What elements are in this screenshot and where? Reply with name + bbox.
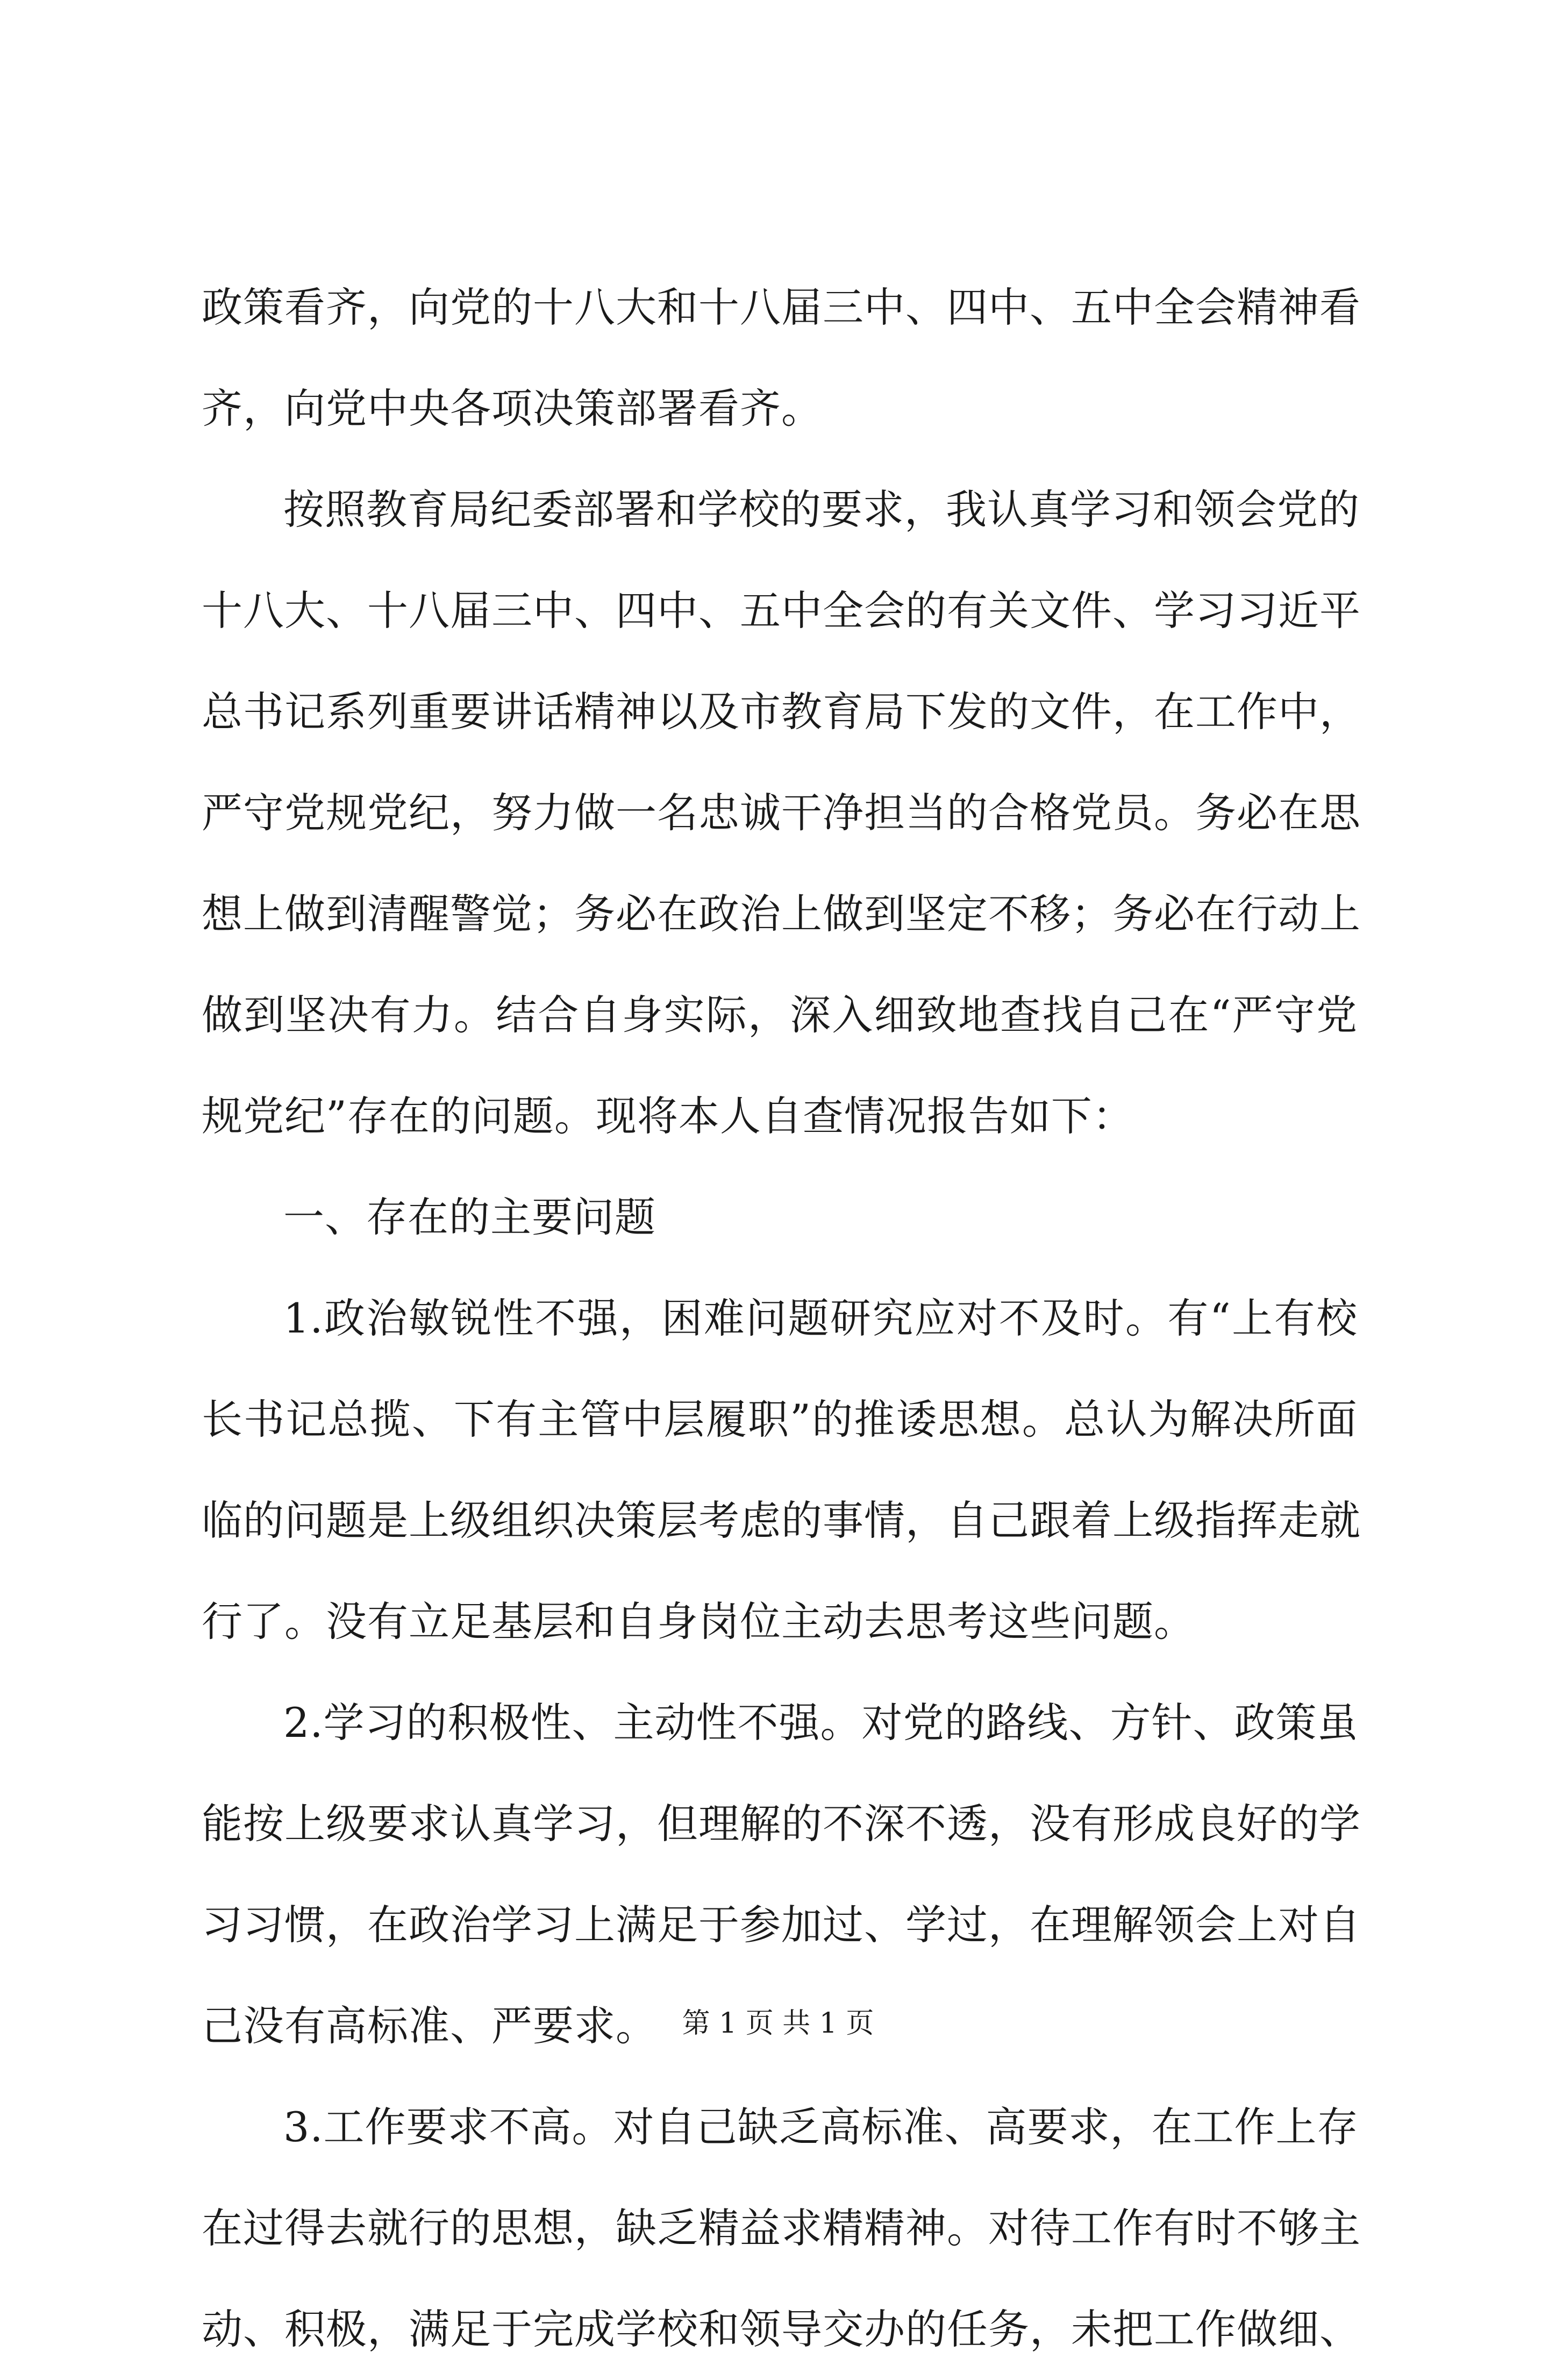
text-line: 一、存在的主要问题: [283, 1193, 656, 1241]
text-line: 严守党规党纪，努力做一名忠诚干净担当的合格党员。务必在思: [202, 789, 1361, 837]
text-line: 总书记系列重要讲话精神以及市教育局下发的文件，在工作中，: [202, 688, 1361, 736]
text-line: 十八大、十八届三中、四中、五中全会的有关文件、学习习近平: [202, 587, 1361, 635]
text-line: 政策看齐，向党的十八大和十八届三中、四中、五中全会精神看: [202, 283, 1361, 331]
text-line: 习习惯，在政治学习上满足于参加过、学过，在理解领会上对自: [202, 1901, 1361, 1949]
text-line: 齐，向党中央各项决策部署看齐。: [202, 384, 823, 432]
text-line: 己没有高标准、严要求。: [202, 2002, 657, 2050]
text-line: 动、积极，满足于完成学校和领导交办的任务，未把工作做细、: [202, 2305, 1361, 2353]
page-footer: 第 1 页 共 1 页: [682, 2007, 874, 2040]
text-line: 想上做到清醒警觉；务必在政治上做到坚定不移；务必在行动上: [202, 890, 1361, 938]
text-line: 行了。没有立足基层和自身岗位主动去思考这些问题。: [202, 1598, 1195, 1645]
text-line: 1.政治敏锐性不强，困难问题研究应对不及时。有“上有校: [283, 1294, 1358, 1342]
text-line: 长书记总揽、下有主管中层履职”的推诿思想。总认为解决所面: [202, 1395, 1358, 1443]
text-line: 能按上级要求认真学习，但理解的不深不透，没有形成良好的学: [202, 1800, 1361, 1848]
text-line: 做到坚决有力。结合自身实际，深入细致地查找自己在“严守党: [202, 991, 1358, 1039]
text-line: 3.工作要求不高。对自己缺乏高标准、高要求，在工作上存: [283, 2103, 1359, 2151]
text-line: 2.学习的积极性、主动性不强。对党的路线、方针、政策虽: [283, 1699, 1359, 1747]
text-line: 临的问题是上级组织决策层考虑的事情，自己跟着上级指挥走就: [202, 1497, 1361, 1544]
text-line: 按照教育局纪委部署和学校的要求，我认真学习和领会党的: [283, 486, 1360, 533]
document-body: [202, 257, 1361, 2380]
text-line: 在过得去就行的思想，缺乏精益求精精神。对待工作有时不够主: [202, 2204, 1361, 2252]
text-line: 规党纪”存在的问题。现将本人自查情况报告如下：: [202, 1092, 1134, 1140]
